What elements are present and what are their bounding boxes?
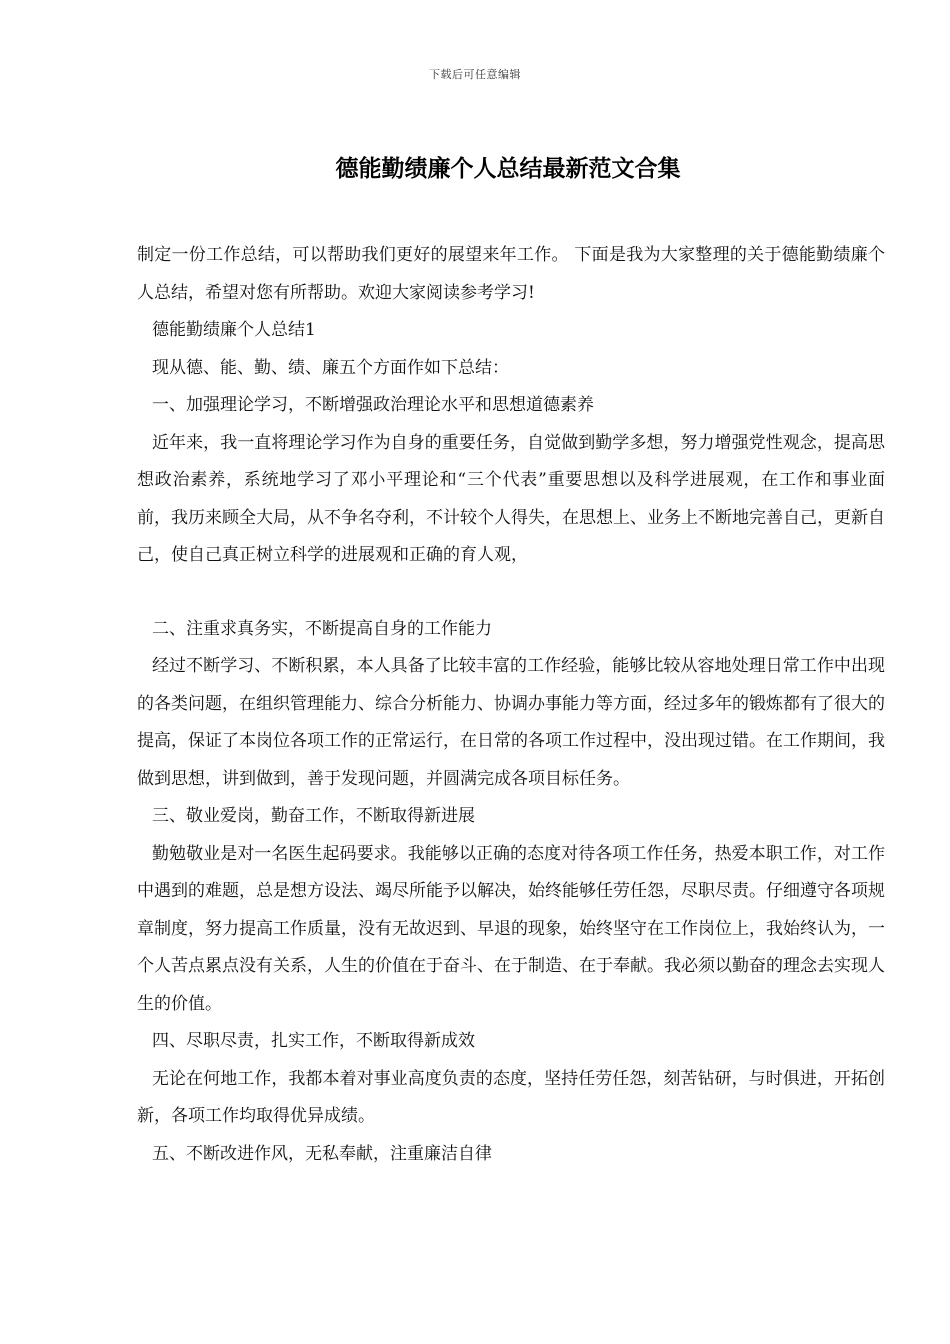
- section-heading-5: 五、不断改进作风，无私奉献，注重廉洁自律: [152, 1143, 492, 1164]
- document-body: [137, 237, 885, 1173]
- overview-paragraph: 现从德、能、勤、绩、廉五个方面作如下总结：: [152, 357, 509, 378]
- section-body-2: 经过不断学习、不断积累，本人具备了比较丰富的工作经验，能够比较从容地处理日常工作中出现的各类问题，在组织管理能力、综合分析能力、协调办事能力等方面，经过多年的锻炼都有了很大的提高，保证了本岗位各项工作的正常运行，在日常的各项工作过程中，没出现过错。在工作期间，我做到思想，讲到做到，善于发现问题，并圆满完成各项目标任务。: [137, 656, 885, 789]
- section-heading-3: 三、敬业爱岗，勤奋工作，不断取得新进展: [152, 806, 475, 826]
- section-body-3: 勤勉敬业是对一名医生起码要求。我能够以正确的态度对待各项工作任务，热爱本职工作，对工作中遇到的难题，总是想方设法、竭尽所能予以解决，始终能够任劳任怨，尽职尽责。仔细遵守各项规章制度，努力提高工作质量，没有无故迟到、早退的现象，始终坚守在工作岗位上，我始终认为，一个人苦点累点没有关系，人生的价值在于奋斗、在于制造、在于奉献。我必须以勤奋的理念去实现人生的价值。: [137, 843, 885, 1014]
- paragraph-gap: [137, 575, 885, 611]
- section-body-4: 无论在何地工作，我都本着对事业高度负责的态度，坚持任劳任怨，刻苦钻研，与时俱进，开拓创新，各项工作均取得优异成绩。: [137, 1068, 885, 1126]
- subtitle-paragraph: 德能勤绩廉个人总结1: [152, 320, 316, 340]
- header-note: 下载后可任意编辑: [429, 68, 521, 81]
- section-body-1: 近年来，我一直将理论学习作为自身的重要任务，自觉做到勤学多想，努力增强党性观念，提高思想政治素养，系统地学习了邓小平理论和“三个代表”重要思想以及科学进展观，在工作和事业面前，我历来顾全大局，从不争名夺利，不计较个人得失，在思想上、业务上不断地完善自己，更新自己，使自己真正树立科学的进展观和正确的育人观，: [137, 432, 885, 565]
- document-title: 德能勤绩廉个人总结最新范文合集: [335, 155, 681, 182]
- intro-paragraph: 制定一份工作总结，可以帮助我们更好的展望来年工作。 下面是我为大家整理的关于德能勤绩廉个人总结，希望对您有所帮助。欢迎大家阅读参考学习!: [137, 245, 885, 303]
- section-heading-2: 二、注重求真务实，不断提高自身的工作能力: [152, 618, 492, 639]
- section-heading-4: 四、尽职尽责，扎实工作，不断取得新成效: [152, 1031, 475, 1051]
- section-heading-1: 一、加强理论学习，不断增强政治理论水平和思想道德素养: [152, 395, 594, 415]
